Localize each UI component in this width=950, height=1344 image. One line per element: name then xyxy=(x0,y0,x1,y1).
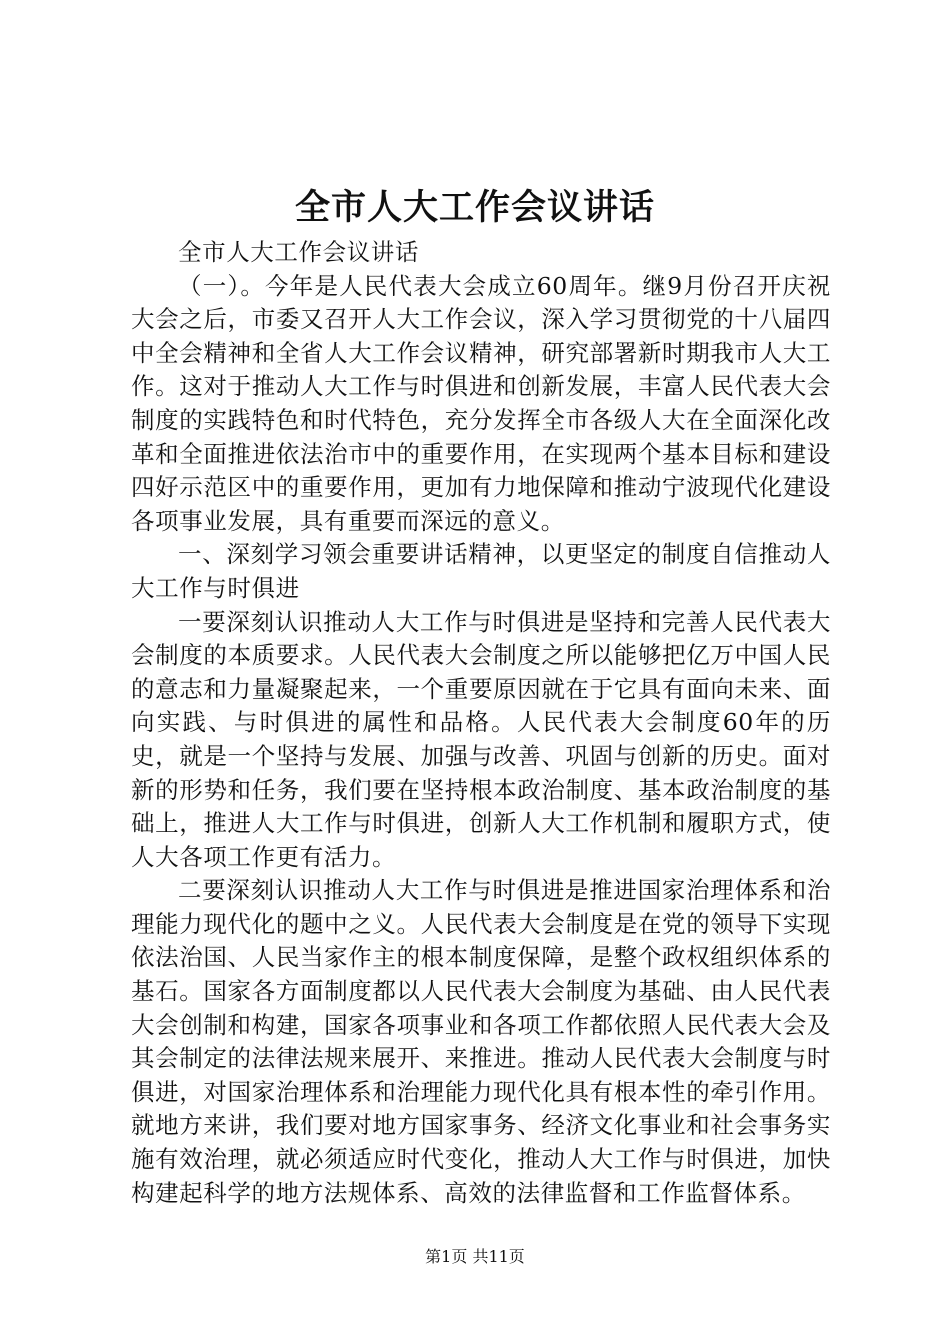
paragraph-point-1: 一要深刻认识推动人大工作与时俱进是坚持和完善人民代表大会制度的本质要求。人民代表大会制度之所以能够把亿万中国人民的意志和力量凝聚起来，一个重要原因就在于它具有面向未来、面向实践、与时俱进的属性和品格。人民代表大会制度60年的历史，就是一个坚持与发展、加强与改善、巩固与创新的历史。面对新的形势和任务，我们要在坚持根本政治制度、基本政治制度的基础上，推进人大工作与时俱进，创新人大工作机制和履职方式，使人大各项工作更有活力。 xyxy=(131,607,831,871)
paragraph-subtitle: 全市人大工作会议讲话 xyxy=(178,238,419,266)
paragraph-intro: （一）。今年是人民代表大会成立60周年。继9月份召开庆祝大会之后，市委又召开人大工作会议，深入学习贯彻党的十八届四中全会精神和全省人大工作会议精神，研究部署新时期我市人大工作。这对于推动人大工作与时俱进和创新发展，丰富人民代表大会制度的实践特色和时代特色，充分发挥全市各级人大在全面深化改革和全面推进依法治市中的重要作用，在实现两个基本目标和建设四好示范区中的重要作用，更加有力地保障和推动宁波现代化建设各项事业发展，具有重要而深远的意义。 xyxy=(131,271,831,535)
document-body xyxy=(131,236,831,1210)
section-heading-1: 一、深刻学习领会重要讲话精神，以更坚定的制度自信推动人大工作与时俱进 xyxy=(131,540,831,602)
paragraph-point-2: 二要深刻认识推动人大工作与时俱进是推进国家治理体系和治理能力现代化的题中之义。人民代表大会制度是在党的领导下实现依法治国、人民当家作主的根本制度保障，是整个政权组织体系的基石。国家各方面制度都以人民代表大会制度为基础、由人民代表大会创制和构建，国家各项事业和各项工作都依照人民代表大会及其会制定的法律法规来展开、来推进。推动人民代表大会制度与时俱进，对国家治理体系和治理能力现代化具有根本性的牵引作用。就地方来讲，我们要对地方国家事务、经济文化事业和社会事务实施有效治理，就必须适应时代变化，推动人大工作与时俱进，加快构建起科学的地方法规体系、高效的法律监督和工作监督体系。 xyxy=(131,876,831,1207)
document-title: 全市人大工作会议讲话 xyxy=(294,187,655,228)
page-footer: 第1页 共11页 xyxy=(425,1247,525,1266)
